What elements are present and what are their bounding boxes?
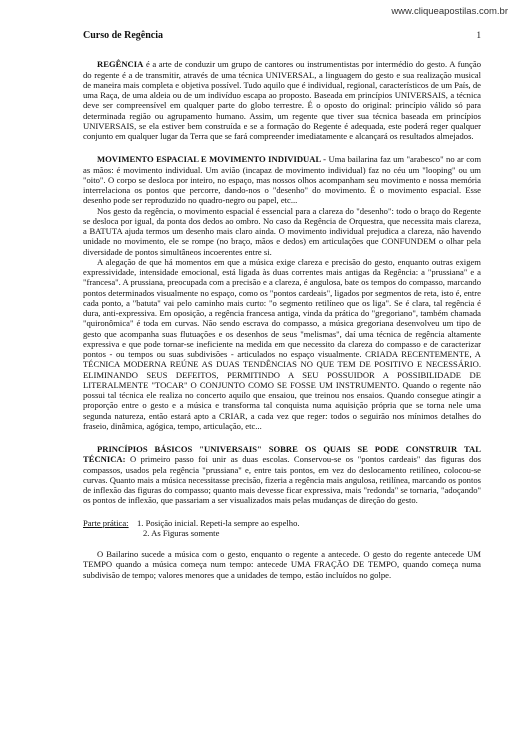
regencia-text: é a arte de conduzir um grupo de cantores ou instrumentistas por intermédio do gesto. A função do regente é a de transmitir, através de uma técnica UNIVERSAL, a linguagem do gesto e sua realização musical de maneira mais completa e objetiva possível. Tudo aquilo que é individual, regional, característicos de um País, de uma Raça, de uma aldeia ou de um indivíduo escapa ao proposto. Baseada em princípios UNIVERSAIS, a técnica deve ser compreensível em qualquer parte do globo terrestre. É o oposto do original: princípio válido só para determinada região ou agrupamento humano. Assim, um regente que tiver sua técnica baseada em princípios UNIVERSAIS, se ela estiver bem construída e se a formação do Regente é adequada, este poderá reger qualquer conjunto em qualquer lugar da Terra que se fará compreender imediatamente e alcançará os resultados almejados.: [83, 59, 481, 141]
page-number: 1: [476, 30, 481, 40]
document-page: [83, 30, 481, 580]
site-url: www.cliqueapostilas.com.br: [391, 6, 508, 17]
practice-list: [137, 518, 300, 539]
heading-principios: PRINCÍPIOS BÁSICOS "UNIVERSAIS" SOBRE OS QUAIS SE PODE CONSTRUIR TAL TÉCNICA:: [83, 444, 481, 465]
term-regencia: REGÊNCIA: [97, 59, 144, 70]
practice-item: 1. Posição inicial. Repeti-la sempre ao espelho.: [137, 517, 300, 528]
practice-label: Parte prática:: [83, 517, 129, 528]
movimento-text-1: Uma bailarina faz um "arabesco" no ar com as mãos: é movimento individual. Um avião (incapaz de movimento individual) faz no céu um "looping" ou um "oito". O corpo se desloca por inteiro, no espaço, mas nossos olhos acompanham seu movimento e nossa memória interrelaciona os pontos que percorre, dando-nos o "desenho" do movimento. É o movimento espacial. Esse desenho pode ser reproduzido no quadro-negro ou papel, etc...: [83, 154, 482, 206]
paragraph-movimento-2: Nos gesto da regência, o movimento espacial é essencial para a clareza do "desenho": todo o braço do Regente se desloca por igual, da ponta dos dedos ao ombro. No caso da Regência de Orquestra, que necessita mais clareza, a BATUTA ajuda termos um desenho mais claro ainda. O movimento individual prejudica a clareza, não havendo unidade no movimento, ele se rompe (no braço, mãos e dedos) em articulações que CONFUNDEM o olhar pela diversidade de pontos simultâneos incoerentes entre si.: [83, 205, 481, 257]
paragraph-regencia: [83, 59, 481, 141]
heading-movimento: MOVIMENTO ESPACIAL E MOVIMENTO INDIVIDUAL -: [97, 154, 329, 165]
paragraph-bailarino: O Bailarino sucede a música com o gesto, enquanto o regente a antecede. O gesto do regente antecede UM TEMPO quando a música começa num tempo: antecede UMA FRAÇÃO DE TEMPO, quando começa numa subdivisão de tempo; valores menores que a unidades de tempo, estão incluídos no golpe.: [83, 549, 481, 580]
principios-text: O primeiro passo foi unir as duas escolas. Conservou-se os "pontos cardeais" das figuras dos compassos, usados pela regência "prussiana" e, entre tais pontos, em vez do deslocamento retilíneo, colocou-se curvas. Quanto mais a música necessitasse precisão, fizeria a regência mais angulosa, retilínea, marcando os pontos de inflexão das figuras do compasso; quanto mais devesse ficar expressiva, mais "redonda" se tornaria, "adoçando" os pontos de inflexão, que passariam a ser visualizados mais pelas mudanças de direção do gesto.: [83, 454, 481, 506]
paragraph-movimento-3: A alegação de que há momentos em que a música exige clareza e precisão do gesto, enquanto outras exigem expressividade, intensidade emocional, está ligada às duas correntes mais antigas da Regência: a "prussiana" e a "francesa". A prussiana, preocupada com a precisão e a clareza, é angulosa, bate os tempos do compasso, marcando pontos determinados visualmente no espaço, como os "pontos cardeais", ligados por segmentos de reta, isto é, entre cada ponto, a "batuta" vai pelo caminho mais curto: "o segmento retilíneo que os liga". Se é clara, tal regência é dura, anti-expressiva. Em oposição, a regência francesa antiga, vinda da prática do "gregoriano", também chamada "quironômica" é toda em curvas. Não sendo escrava do compasso, a música gregoriana desenvolveu um tipo de gesto que acompanha suas flutuações e os desenhos de seus "melismas", daí uma técnica de regência altamente expressiva e que pode tornar-se ineficiente na medida em que necessito da clareza do compasso e de caracterizar pontos - ou tempos ou suas subdivisões - articulados no espaço visualmente. CRIADA RECENTEMENTE, A TÉCNICA MODERNA REÚNE AS DUAS TENDÊNCIAS NO QUE TEM DE POSITIVO E NECESSÁRIO. ELIMINANDO SEUS DEFEITOS, PERMITINDO A SEU POSSUIDOR A POSSIBILIDADE DE LITERALMENTE "TOCAR" O CONJUNTO COMO SE FOSSE UM INSTRUMENTO. Quando o regente não possui tal técnica ele realiza no concerto aquilo que ensaiou, que treinou nos ensaios. Quando consegue atingir a proporção entre o gesto e a música e transforma tal conquista numa aquisição própria que se torna nele uma segunda natureza, então estará apto a CRIAR, a cada vez que reger: todos o seguirão nos mínimos detalhes do fraseio, dinâmica, agógica, tempo, articulação, etc...: [83, 256, 481, 431]
page-header: [83, 30, 481, 41]
paragraph-principios: [83, 444, 481, 506]
paragraph-movimento-1: [83, 154, 481, 205]
practice-item: 2. As Figuras somente: [143, 527, 220, 538]
course-title: Curso de Regência: [83, 30, 163, 41]
practice-section: [83, 518, 481, 539]
